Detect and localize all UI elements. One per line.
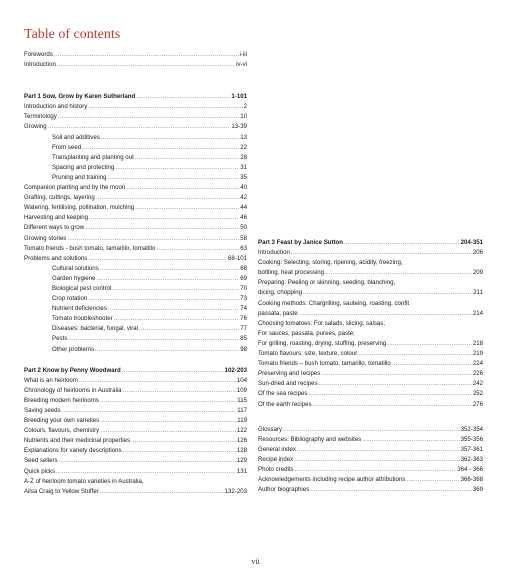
dot-leader [96,193,239,203]
toc-entry[interactable] [258,359,483,369]
toc-entry[interactable] [258,485,483,495]
dot-leader [114,314,240,324]
entry-page-number: 252 [472,390,483,398]
part-heading-entry[interactable] [258,238,483,248]
entry-page-number: 224 [472,360,483,368]
entry-page-number: 44 [240,204,247,212]
part2-heading[interactable] [24,366,247,376]
entry-page-number: 76 [240,315,247,323]
dot-leader [79,376,236,386]
dot-leader [299,309,472,319]
toc-entry[interactable] [24,112,247,122]
entry-title: Seed sellers [24,457,58,465]
entry-title: Soil and additives [52,133,100,141]
toc-entry[interactable] [258,299,483,309]
entry-title: Garden hygiene [52,274,96,282]
dot-leader [54,50,239,60]
toc-entry[interactable] [258,435,483,445]
part-heading-entry[interactable] [24,366,247,376]
entry-title: Of the sea recipes [258,390,308,398]
entry-page-number: 13-39 [231,123,247,131]
toc-entry[interactable] [24,133,247,143]
toc-entry[interactable] [24,304,247,314]
entry-title: Acknowledgements including recipe author attributions [258,476,406,484]
toc-entry[interactable] [258,400,483,410]
entry-title: Pruning and training [52,173,107,181]
toc-entry[interactable] [24,254,247,264]
toc-entry[interactable] [24,477,247,487]
dot-leader [101,133,239,143]
toc-entry[interactable] [24,334,247,344]
page-number: vii [251,557,260,566]
dot-leader [126,183,239,193]
toc-entry[interactable] [24,345,247,355]
entry-title: Part 2 Know by Penny Woodward [24,366,121,374]
toc-entry[interactable] [258,369,483,379]
entry-title: Colours, flavours, chemistry [24,427,100,435]
entry-page-number: 206 [472,249,483,257]
dot-leader [68,334,239,344]
entry-title: Harvesting and keeping [24,214,89,222]
toc-entry[interactable] [24,274,247,284]
toc-entry[interactable] [24,122,247,132]
entry-title: Preparing: Peeling or skinning, seeding, blanching, [258,279,396,287]
entry-page-number: 70 [240,284,247,292]
entry-title: Biological pest control [52,284,112,292]
toc-entry[interactable] [24,426,247,436]
entry-title: Tomato friends - bush tomato, tamarillo, tomatillo [24,244,156,252]
entry-title: Tomato troubleshooter [52,315,113,323]
entry-title: Grafting, cuttings, layering [24,194,95,202]
entry-page-number: 242 [472,380,483,388]
entry-page-number: 10 [240,113,247,121]
toc-entry[interactable] [258,339,483,349]
toc-entry[interactable] [24,244,247,254]
dot-leader [100,487,224,497]
entry-page-number: 31 [240,163,247,171]
dot-leader [387,339,472,349]
dot-leader [358,349,472,359]
entry-page-number: 35 [240,173,247,181]
dot-leader [319,379,472,389]
dot-leader [96,274,239,284]
entry-title: Spacing and protecting [52,163,115,171]
entry-page-number: 131 [236,467,247,475]
toc-entry[interactable] [24,416,247,426]
dot-leader [57,60,235,70]
toc-entry[interactable] [24,396,247,406]
dot-leader [115,163,239,173]
entry-page-number: 126 [236,437,247,445]
toc-entry[interactable] [24,467,247,477]
dot-leader [294,455,459,465]
toc-entry[interactable] [24,153,247,163]
toc-entry[interactable] [258,319,483,329]
dot-leader [291,248,472,258]
toc-entry[interactable] [24,193,247,203]
part3-heading[interactable] [258,238,483,248]
entry-page-number: 77 [240,325,247,333]
part1-heading[interactable] [24,92,247,102]
dot-leader [88,102,242,112]
dot-leader [123,446,236,456]
dot-leader [139,324,239,334]
entry-title: Saving seeds [24,407,61,414]
entry-title: Introduction and history [24,103,88,111]
entry-page-number: 42 [240,194,247,202]
toc-entry[interactable] [258,349,483,359]
part2-list [24,376,247,497]
toc-entry[interactable] [24,173,247,183]
entry-title: Forewords [24,51,53,58]
entry-title: Part 3 Feast by Janice Sutton [258,239,344,246]
dot-leader [321,369,472,379]
entry-title: Problems and solutions [24,254,88,262]
entry-page-number: 104 [236,376,247,384]
entry-title: A-Z of heirloom tomato varieties in Australia, [24,477,144,485]
toc-entry[interactable] [24,376,247,386]
dot-leader [308,389,471,399]
dot-leader [100,264,239,274]
toc-entry[interactable] [24,223,247,233]
entry-page-number: 357-361 [460,445,483,453]
entry-title: Chronology of heirlooms in Australia [24,386,122,394]
entry-title: Introduction [24,61,56,69]
entry-page-number: 128 [236,447,247,455]
dot-leader [62,406,237,416]
dot-leader [48,122,231,132]
dot-leader [59,456,236,466]
entry-title: Growing [24,123,47,131]
entry-page-number: 2 [243,103,247,111]
entry-title: For sauces, passata, purees, paste; [258,329,355,337]
entry-page-number: 69 [240,274,247,282]
entry-title: Different ways to grow [24,224,85,232]
entry-title: Preserving and recipes [258,370,321,378]
entry-title: General index [258,445,296,453]
entry-title: Introduction [258,249,290,257]
dot-leader [122,366,224,376]
entry-page-number: 211 [473,289,483,297]
entry-page-number: 68-101 [228,254,247,262]
dot-leader [58,112,239,122]
entry-title: Transplanting and planting out [52,153,134,161]
entry-title: Explanations for variety descriptions [24,447,122,455]
dot-leader [136,92,230,102]
entry-title: Author biographies [258,486,310,494]
entry-page-number: 276 [472,400,483,408]
entry-title: Nutrients and their medicinal properties [24,437,131,445]
entry-title: Quick picks [24,467,56,475]
dot-leader [313,400,472,410]
entry-title: For grilling, roasting, drying, stuffing, preserving [258,339,387,347]
toc-entry[interactable] [24,406,247,416]
entry-page-number: 129 [236,457,247,465]
entry-page-number: 50 [240,224,247,232]
entry-page-number: 352-354 [460,425,483,433]
toc-entry[interactable] [24,203,247,213]
dot-leader [112,284,239,294]
part-heading-entry[interactable] [24,92,247,102]
toc-entry[interactable] [258,475,483,485]
entry-title: Pests [52,335,68,343]
toc-left-column [24,50,247,497]
entry-title: bottling, heat processing [258,269,325,277]
entry-page-number: 58 [240,234,247,242]
toc-right-column [258,238,483,495]
dot-leader [56,467,236,477]
toc-entry[interactable] [258,425,483,435]
toc-entry[interactable] [258,445,483,455]
dot-leader [67,234,239,244]
entry-page-number: 122 [236,427,247,435]
dot-leader [295,465,457,475]
toc-entry[interactable] [258,329,483,339]
toc-entry[interactable] [24,60,247,70]
toc-entry[interactable] [24,487,247,497]
entry-page-number: 117 [237,407,247,414]
toc-entry[interactable] [24,314,247,324]
dot-leader [325,268,472,278]
dot-leader [303,288,472,298]
entry-page-number: 74 [240,305,247,313]
dot-leader [362,435,459,445]
entry-title: Cooking methods: Chargrilling, sauteing, roasting, confit [258,299,410,307]
entry-title: Breeding your own varieties [24,417,100,425]
toc-entry[interactable] [24,456,247,466]
entry-page-number: 22 [240,143,247,151]
dot-leader [100,416,236,426]
toc-entry[interactable] [24,436,247,446]
toc-entry[interactable] [24,264,247,274]
entry-page-number: 209 [472,269,483,277]
dot-leader [283,425,460,435]
toc-entry[interactable] [24,324,247,334]
entry-title: Choosing tomatoes: For salads, slicing, salsas; [258,319,386,327]
entry-page-number: 1-101 [231,93,247,101]
toc-entry[interactable] [258,268,483,278]
entry-title: Nutrient deficiencies [52,305,107,313]
entry-title: Breeding modern heirlooms [24,396,99,404]
dot-leader [95,345,239,355]
entry-page-number: 132-203 [224,487,247,495]
dot-leader [131,436,236,446]
entry-title: Growing stories [24,234,67,242]
entry-title: Ailsa Craig to Yellow Stuffer [24,487,99,495]
entry-page-number: 102-203 [224,366,247,374]
entry-title: Resources: Bibliography and websites [258,435,362,443]
entry-page-number: 63 [240,244,247,252]
dot-leader [297,445,460,455]
toc-entry[interactable] [24,102,247,112]
entry-page-number: 73 [240,295,247,303]
entry-page-number: 204-351 [460,239,483,246]
page-title: Table of contents [24,27,121,42]
entry-title: Companion planting and by the moon [24,184,126,192]
dot-leader [344,238,460,248]
entry-title: Watering, fertilising, pollination, mulching [24,204,135,212]
toc-entry[interactable] [258,309,483,319]
dot-leader [88,294,239,304]
entry-page-number: 85 [240,335,247,343]
dot-leader [89,213,239,223]
entry-page-number: 109 [236,386,247,394]
toc-entry[interactable] [258,258,483,268]
part3-list [258,248,483,410]
toc-entry[interactable] [258,288,483,298]
entry-title: Part 1 Sow, Grow by Karen Sutherland [24,93,136,101]
entry-title: Glossary [258,425,283,433]
dot-leader [392,359,472,369]
dot-leader [100,426,236,436]
toc-entry[interactable] [258,379,483,389]
entry-title: Recipe index [258,455,294,463]
toc-entry[interactable] [24,143,247,153]
entry-page-number: 68 [240,264,247,272]
entry-page-number: iv-vi [236,61,247,69]
entry-title: Tomato flavours: size, texture, colour [258,350,358,358]
entry-title: Diseases: bacterial, fungal, viral [52,325,139,333]
dot-leader [406,475,459,485]
entry-page-number: 46 [240,214,247,222]
entry-page-number: 98 [240,345,247,353]
toc-entry[interactable] [24,234,247,244]
entry-page-number: 13 [240,133,247,141]
dot-leader [100,396,236,406]
entry-page-number: 366-368 [460,476,483,484]
entry-page-number: i-iii [239,51,247,58]
entry-page-number: 355-356 [460,435,483,443]
toc-entry[interactable] [24,446,247,456]
entry-title: Tomato friends – bush tomato, tamarillo, tomatillo [258,360,391,368]
back-matter-list [258,425,483,496]
dot-leader [88,254,227,264]
entry-title: Sun-dried and recipes [258,380,318,388]
toc-entry[interactable] [24,386,247,396]
toc-entry[interactable] [258,278,483,288]
dot-leader [156,244,239,254]
entry-page-number: 219 [472,350,483,358]
dot-leader [82,143,239,153]
dot-leader [135,203,239,213]
entry-page-number: 364 - 366 [457,465,483,473]
entry-title: From seed [52,143,82,151]
entry-title: Terminology [24,113,57,121]
toc-entry[interactable] [258,465,483,475]
dot-leader [108,173,240,183]
entry-page-number: 40 [240,184,247,192]
toc-entry[interactable] [258,455,483,465]
entry-title: passata, paste [258,309,298,317]
toc-entry[interactable] [24,163,247,173]
entry-title: Cooking: Selecting, storing, ripening, acidity, freezing, [258,259,403,267]
entry-page-number: 119 [237,417,247,425]
entry-page-number: 218 [472,339,483,347]
dot-leader [108,304,239,314]
toc-entry[interactable] [258,389,483,399]
entry-title: Of the earth recipes [258,400,312,408]
entry-title: dicing, chopping [258,289,303,297]
dot-leader [135,153,239,163]
toc-entry[interactable] [24,294,247,304]
entry-title: What is an heirloom [24,376,78,384]
toc-entry[interactable] [24,183,247,193]
entry-title: Cultural solutions [52,264,99,272]
entry-page-number: 28 [240,153,247,161]
toc-entry[interactable] [24,284,247,294]
entry-page-number: 214 [472,309,483,317]
dot-leader [85,223,239,233]
front-matter-list [24,50,247,70]
dot-leader [123,386,236,396]
part1-list [24,102,247,354]
entry-page-number: 362-363 [460,455,483,463]
toc-entry[interactable] [24,213,247,223]
entry-title: Other problems [52,345,94,353]
entry-page-number: 115 [237,396,247,404]
toc-entry[interactable] [24,50,247,60]
toc-entry[interactable] [258,248,483,258]
entry-title: Photo credits [258,465,294,473]
entry-page-number: 226 [472,370,483,378]
entry-title: Crop rotation [52,295,88,303]
entry-page-number: 369 [472,486,483,494]
dot-leader [310,485,472,495]
